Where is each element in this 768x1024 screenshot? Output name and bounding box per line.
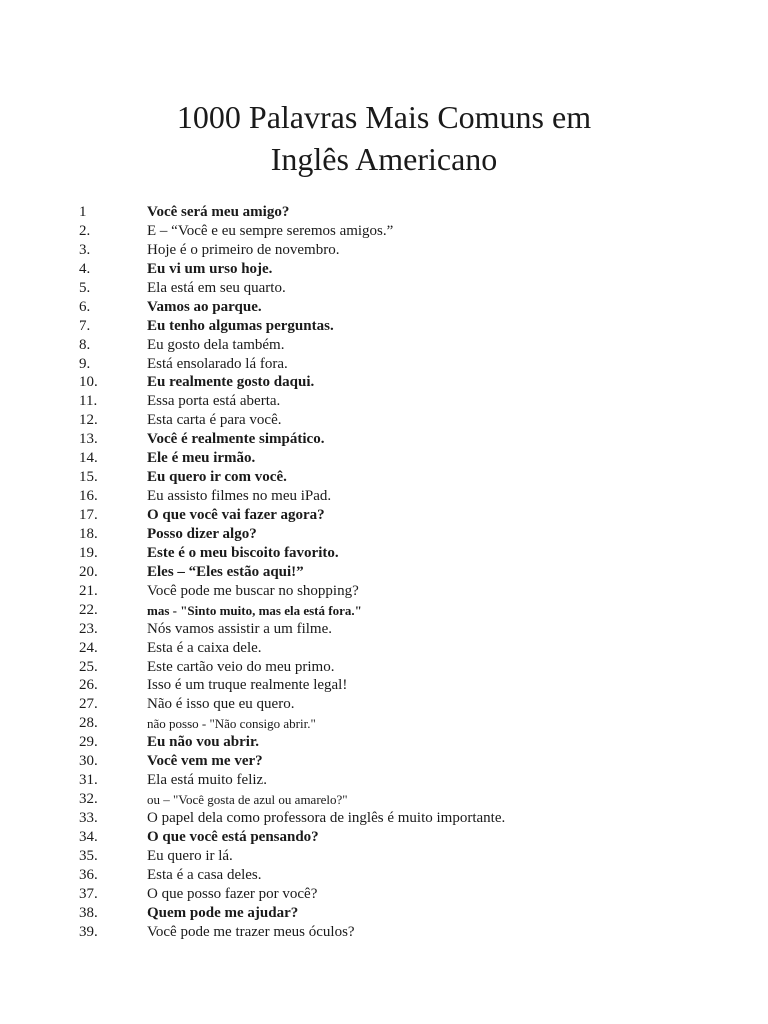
phrase-row <box>0 222 768 241</box>
phrase-row <box>0 695 768 714</box>
phrase-row <box>0 506 768 525</box>
phrase-number: 11. <box>79 393 98 410</box>
phrase-row <box>0 923 768 942</box>
phrase-number: 14. <box>79 450 98 467</box>
phrase-text: Eu tenho algumas perguntas. <box>147 317 334 334</box>
phrase-row <box>0 904 768 923</box>
phrase-number: 2. <box>79 222 91 239</box>
phrase-row <box>0 279 768 298</box>
phrase-text: Eu assisto filmes no meu iPad. <box>147 488 332 505</box>
phrase-text: Este cartão veio do meu primo. <box>147 658 335 675</box>
phrase-row <box>0 468 768 487</box>
phrase-number: 27. <box>79 696 98 713</box>
phrase-number: 7. <box>79 317 91 334</box>
phrase-text: Isso é um truque realmente legal! <box>147 677 348 694</box>
phrase-row <box>0 828 768 847</box>
phrase-row <box>0 392 768 411</box>
phrase-text: Vamos ao parque. <box>147 298 262 315</box>
phrase-text: Ela está muito feliz. <box>147 772 267 789</box>
phrase-text: Nós vamos assistir a um filme. <box>147 620 332 637</box>
phrase-text: Eu realmente gosto daqui. <box>147 374 315 391</box>
phrase-text: O que posso fazer por você? <box>147 885 318 902</box>
phrase-row <box>0 885 768 904</box>
phrase-row <box>0 373 768 392</box>
phrase-row <box>0 203 768 222</box>
phrase-row <box>0 544 768 563</box>
phrase-row <box>0 260 768 279</box>
phrase-row <box>0 449 768 468</box>
phrase-text: Hoje é o primeiro de novembro. <box>147 241 340 258</box>
phrase-text: Você será meu amigo? <box>147 204 290 220</box>
phrase-text: Eu gosto dela também. <box>147 336 285 353</box>
phrase-row <box>0 563 768 582</box>
phrase-row <box>0 752 768 771</box>
phrase-number: 13. <box>79 431 98 448</box>
phrase-row <box>0 676 768 695</box>
phrase-text: não posso - "Não consigo abrir." <box>147 716 316 732</box>
phrase-row <box>0 525 768 544</box>
phrase-text: E – “Você e eu sempre seremos amigos.” <box>147 222 394 239</box>
phrase-row <box>0 601 768 620</box>
phrase-number: 19. <box>79 544 98 561</box>
phrase-list <box>0 203 768 942</box>
title-line-1: 1000 Palavras Mais Comuns em <box>176 99 592 135</box>
phrase-number: 10. <box>79 374 98 391</box>
phrase-number: 21. <box>79 582 98 599</box>
phrase-text: Ela está em seu quarto. <box>147 279 286 296</box>
phrase-text: Eles – “Eles estão aqui!” <box>147 563 304 580</box>
phrase-number: 39. <box>79 923 98 940</box>
phrase-number: 8. <box>79 336 91 353</box>
phrase-text: Está ensolarado lá fora. <box>147 355 288 372</box>
phrase-text: Quem pode me ajudar? <box>147 904 299 921</box>
phrase-row <box>0 241 768 260</box>
phrase-text: Posso dizer algo? <box>147 525 257 542</box>
phrase-row <box>0 809 768 828</box>
phrase-row <box>0 336 768 355</box>
phrase-number: 5. <box>79 279 91 296</box>
phrase-number: 20. <box>79 563 98 580</box>
phrase-number: 29. <box>79 734 98 751</box>
phrase-row <box>0 733 768 752</box>
phrase-number: 23. <box>79 620 98 637</box>
phrase-number: 16. <box>79 488 98 505</box>
phrase-number: 32. <box>79 791 98 808</box>
phrase-number: 4. <box>79 260 91 277</box>
phrase-number: 22. <box>79 601 98 618</box>
title-line-2: Inglês Americano <box>270 141 498 177</box>
phrase-number: 33. <box>79 810 98 826</box>
phrase-row <box>0 790 768 809</box>
phrase-row <box>0 317 768 336</box>
phrase-row <box>0 582 768 601</box>
phrase-text: mas - "Sinto muito, mas ela está fora." <box>147 602 362 618</box>
phrase-text: ou – "Você gosta de azul ou amarelo?" <box>147 792 348 808</box>
phrase-number: 15. <box>79 469 98 486</box>
phrase-row <box>0 658 768 677</box>
phrase-number: 31. <box>79 772 98 789</box>
phrase-row <box>0 487 768 506</box>
phrase-number: 9. <box>79 355 91 372</box>
phrase-text: Você é realmente simpático. <box>147 431 325 448</box>
phrase-row <box>0 639 768 658</box>
phrase-text: Esta carta é para você. <box>147 412 282 429</box>
phrase-text: O papel dela como professora de inglês é muito importante. <box>147 810 506 826</box>
phrase-text: Ele é meu irmão. <box>147 450 256 467</box>
phrase-text: Eu quero ir com você. <box>147 469 287 486</box>
phrase-text: Você vem me ver? <box>147 753 263 770</box>
phrase-number: 3. <box>79 241 91 258</box>
phrase-text: Você pode me trazer meus óculos? <box>147 923 355 940</box>
phrase-text: Esta é a casa deles. <box>147 866 262 883</box>
phrase-row <box>0 298 768 317</box>
phrase-number: 12. <box>79 412 98 429</box>
phrase-text: O que você vai fazer agora? <box>147 507 325 523</box>
phrase-number: 36. <box>79 866 98 883</box>
phrase-text: Eu quero ir lá. <box>147 847 233 864</box>
phrase-text: Esta é a caixa dele. <box>147 639 262 656</box>
phrase-number: 18. <box>79 525 98 542</box>
phrase-number: 38. <box>79 904 98 921</box>
phrase-number: 25. <box>79 658 98 675</box>
phrase-row <box>0 847 768 866</box>
phrase-row <box>0 714 768 733</box>
page-title <box>0 96 768 180</box>
phrase-number: 34. <box>79 828 98 845</box>
phrase-number: 30. <box>79 753 98 770</box>
phrase-number: 26. <box>79 677 98 694</box>
phrase-text: O que você está pensando? <box>147 828 319 845</box>
phrase-number: 35. <box>79 847 98 864</box>
phrase-number: 28. <box>79 715 98 732</box>
phrase-number: 17. <box>79 507 98 523</box>
phrase-number: 1 <box>79 204 87 220</box>
phrase-text: Você pode me buscar no shopping? <box>147 582 359 599</box>
phrase-text: Essa porta está aberta. <box>147 393 281 410</box>
phrase-text: Eu não vou abrir. <box>147 734 259 751</box>
phrase-number: 6. <box>79 298 91 315</box>
phrase-number: 37. <box>79 885 98 902</box>
phrase-row <box>0 866 768 885</box>
phrase-row <box>0 771 768 790</box>
phrase-row <box>0 430 768 449</box>
phrase-row <box>0 411 768 430</box>
phrase-text: Este é o meu biscoito favorito. <box>147 544 339 561</box>
phrase-number: 24. <box>79 639 98 656</box>
phrase-row <box>0 355 768 374</box>
phrase-row <box>0 620 768 639</box>
phrase-text: Eu vi um urso hoje. <box>147 260 273 277</box>
phrase-text: Não é isso que eu quero. <box>147 696 295 713</box>
